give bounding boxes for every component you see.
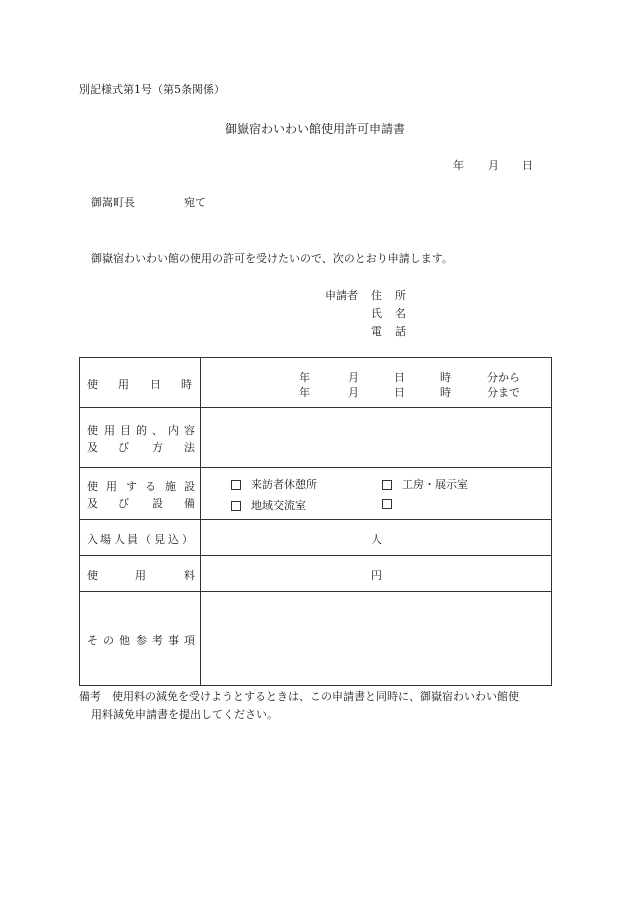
form-number: 別記様式第1号（第5条関係） — [79, 83, 225, 96]
applicant-label: 申請者 — [325, 289, 358, 302]
other-notes-field[interactable] — [201, 592, 552, 686]
name-label-1: 氏 — [371, 307, 382, 320]
attendance-field[interactable] — [201, 520, 552, 556]
checkbox-icon[interactable] — [231, 501, 241, 511]
date-year: 年 — [453, 159, 464, 172]
checkbox-icon[interactable] — [231, 480, 241, 490]
facilities-label: 使 用 す る 施 設 及 び 設 備 — [80, 468, 201, 520]
usage-datetime-row — [80, 358, 552, 408]
addressee-suffix: 宛て — [184, 196, 206, 209]
attendance-label: 入 場 人 員 （ 見 込 ） — [80, 520, 201, 556]
address-label-1: 住 — [371, 289, 382, 302]
attendance-row — [80, 520, 552, 556]
application-form-table — [79, 357, 552, 686]
addressee-name: 御嵩町長 — [91, 196, 135, 209]
fee-label: 使 用 料 — [80, 556, 201, 592]
checkbox-icon[interactable] — [382, 499, 392, 509]
phone-label-1: 電 — [371, 325, 382, 338]
remarks-note — [79, 688, 519, 724]
phone-label-2: 話 — [395, 325, 406, 338]
remarks-line-2: 用料減免申請書を提出してください。 — [91, 708, 278, 721]
other-notes-row — [80, 592, 552, 686]
remarks-line-1: 備考 使用料の減免を受けようとするときは、この申請書と同時に、御嶽宿わいわい館使 — [79, 690, 519, 703]
date-day: 日 — [522, 159, 533, 172]
address-label-2: 所 — [395, 289, 406, 302]
name-label-2: 名 — [395, 307, 406, 320]
usage-datetime-field[interactable]: 年 月 日 時 分から 年 月 日 時 分まで — [201, 358, 552, 408]
document-title: 御嶽宿わいわい館使用許可申請書 — [224, 122, 405, 136]
facility-option-workshop[interactable]: 工房・展示室 — [382, 476, 468, 492]
checkbox-icon[interactable] — [382, 480, 392, 490]
fee-row — [80, 556, 552, 592]
attendance-unit: 人 — [371, 533, 382, 546]
purpose-label: 使 用 目 的 、 内 容 及 び 方 法 — [80, 408, 201, 468]
facility-option-blank[interactable] — [382, 497, 402, 510]
date-month: 月 — [488, 159, 499, 172]
usage-datetime-label: 使 用 日 時 — [80, 358, 201, 408]
purpose-field[interactable] — [201, 408, 552, 468]
fee-field[interactable] — [201, 556, 552, 592]
intro-text: 御嶽宿わいわい館の使用の許可を受けたいので、次のとおり申請します。 — [91, 252, 453, 265]
other-notes-label: そ の 他 参 考 事 項 — [80, 592, 201, 686]
facilities-row — [80, 468, 552, 520]
facility-option-visitor-lounge[interactable]: 来訪者休憩所 — [231, 476, 317, 492]
purpose-row — [80, 408, 552, 468]
fee-unit: 円 — [371, 569, 382, 582]
facility-option-community-room[interactable]: 地域交流室 — [231, 497, 306, 513]
